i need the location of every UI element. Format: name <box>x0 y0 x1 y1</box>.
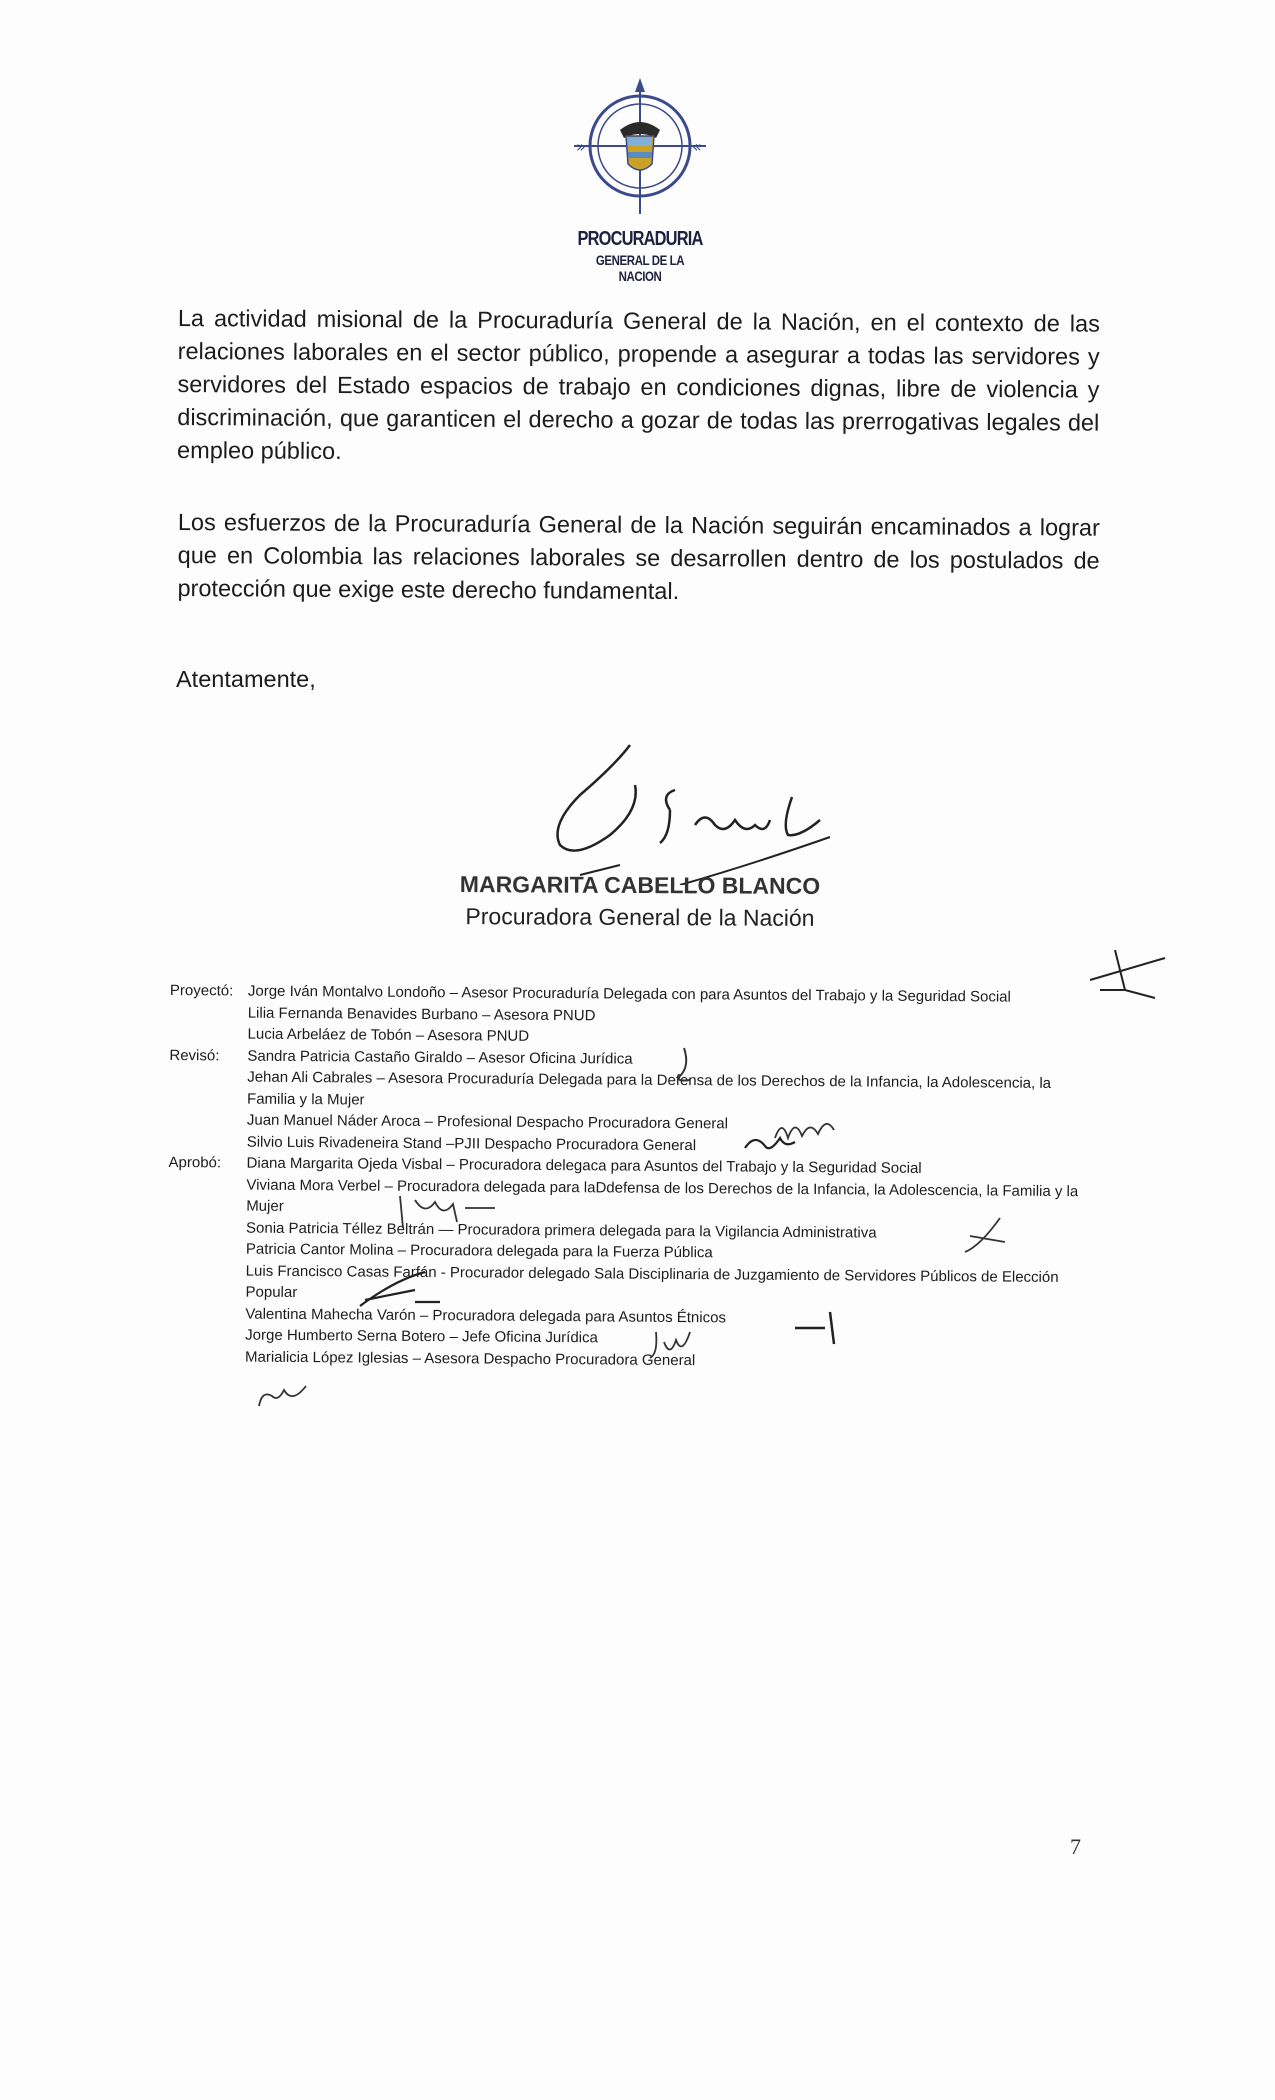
credits-label: Aprobó: <box>168 1153 222 1172</box>
handwritten-initial-mark <box>1080 950 1170 1010</box>
credit-entry: Marialicia López Iglesias – Asesora Despacho Procuradora General <box>244 1348 696 1369</box>
handwritten-initial-mark <box>670 1046 700 1084</box>
handwritten-initial-mark <box>355 1270 445 1310</box>
credit-entry: Valentina Mahecha Varón – Procuradora delegada para Asuntos Étnicos <box>245 1305 727 1326</box>
credit-entry: Sandra Patricia Castaño Giraldo – Asesor Oficina Jurídica <box>247 1047 633 1068</box>
credit-entry: Patricia Cantor Molina – Procuradora delegada para la Fuerza Pública <box>245 1240 713 1262</box>
approval-credits <box>167 980 1100 1374</box>
credit-entry: Silvio Luis Rivadeneira Stand –PJII Despacho Procuradora General <box>246 1133 697 1154</box>
credit-entry: Lilia Fernanda Benavides Burbano – Asesora PNUD <box>247 1004 596 1024</box>
handwritten-initial-mark <box>646 1328 696 1362</box>
handwritten-initial-mark <box>740 1128 800 1158</box>
credit-entry: Viviana Mora Verbel – Procuradora delegada para laDdefensa de los Derechos de la Infancia, la Adolescencia, la Familia y la Mujer <box>246 1176 1079 1215</box>
handwritten-initial-mark <box>790 1308 840 1348</box>
page-number: 7 <box>1070 1834 1081 1859</box>
handwritten-initial-mark <box>960 1216 1010 1256</box>
signatory-name: MARGARITA CABELLO BLANCO <box>459 871 821 899</box>
closing-salutation: Atentamente, <box>176 666 316 692</box>
credit-entry: Sonia Patricia Téllez Beltrán — Procuradora primera delegada para la Vigilancia Administrativa <box>245 1219 877 1242</box>
body-paragraph-1: La actividad misional de la Procuraduría General de la Nación, en el contexto de las relaciones laborales en el sector público, propende a asegurar a todas las servidores y servidores del Estado espacios de trabajo en condiciones dignas, libre de violencia y discriminación, que garanticen el derecho a gozar de todas las prerrogativas legales del empleo público. <box>177 304 1100 465</box>
credit-entry: Jorge Iván Montalvo Londoño – Asesor Procuraduría Delegada con para Asuntos del Trabajo y la Seguridad Social <box>247 982 1011 1006</box>
credit-entry: Jehan Ali Cabrales – Asesora Procuraduría Delegada para la Defensa de los Derechos de la Infancia, la Adolescencia, la Familia y la Mujer <box>247 1068 1052 1109</box>
credits-label: Revisó: <box>169 1046 220 1064</box>
credit-entry: Lucia Arbeláez de Tobón – Asesora PNUD <box>247 1025 530 1045</box>
compass-seal-icon <box>560 78 720 228</box>
handwritten-signature <box>520 725 850 885</box>
signatory-title: Procuradora General de la Nación <box>465 903 815 931</box>
credits-group-aprobo <box>167 1152 1099 1374</box>
procuraduria-logo <box>560 78 720 284</box>
credit-entry: Jorge Humberto Serna Botero – Jefe Oficina Jurídica <box>245 1326 598 1347</box>
handwritten-initial-mark <box>395 1188 505 1232</box>
handwritten-initial-mark <box>254 1380 314 1410</box>
org-name-line2: GENERAL DE LA NACION <box>595 252 685 284</box>
credits-group-proyecto <box>169 980 1099 1052</box>
svg-text:«: « <box>692 137 702 156</box>
org-name-line1: PROCURADURIA <box>577 228 703 250</box>
credits-group-reviso <box>169 1044 1100 1159</box>
credit-entry: Juan Manuel Náder Aroca – Profesional Despacho Procuradora General <box>246 1111 729 1133</box>
body-paragraph-2: Los esfuerzos de la Procuraduría General de la Nación seguirán encaminados a lograr que en Colombia las relaciones laborales se desarrollen dentro de los postulados de protección que exige este derecho fundamental. <box>177 508 1100 605</box>
svg-text:»: » <box>576 137 586 156</box>
credit-entry: Diana Margarita Ojeda Visbal – Procuradora delegaca para Asuntos del Trabajo y la Seguridad Social <box>246 1154 922 1177</box>
credits-label: Proyectó: <box>169 981 234 1000</box>
credit-entry: Luis Francisco Casas Farfán - Procurador delegado Sala Disciplinaria de Juzgamiento de Servidores Públicos de Elección Popular <box>245 1262 1059 1302</box>
